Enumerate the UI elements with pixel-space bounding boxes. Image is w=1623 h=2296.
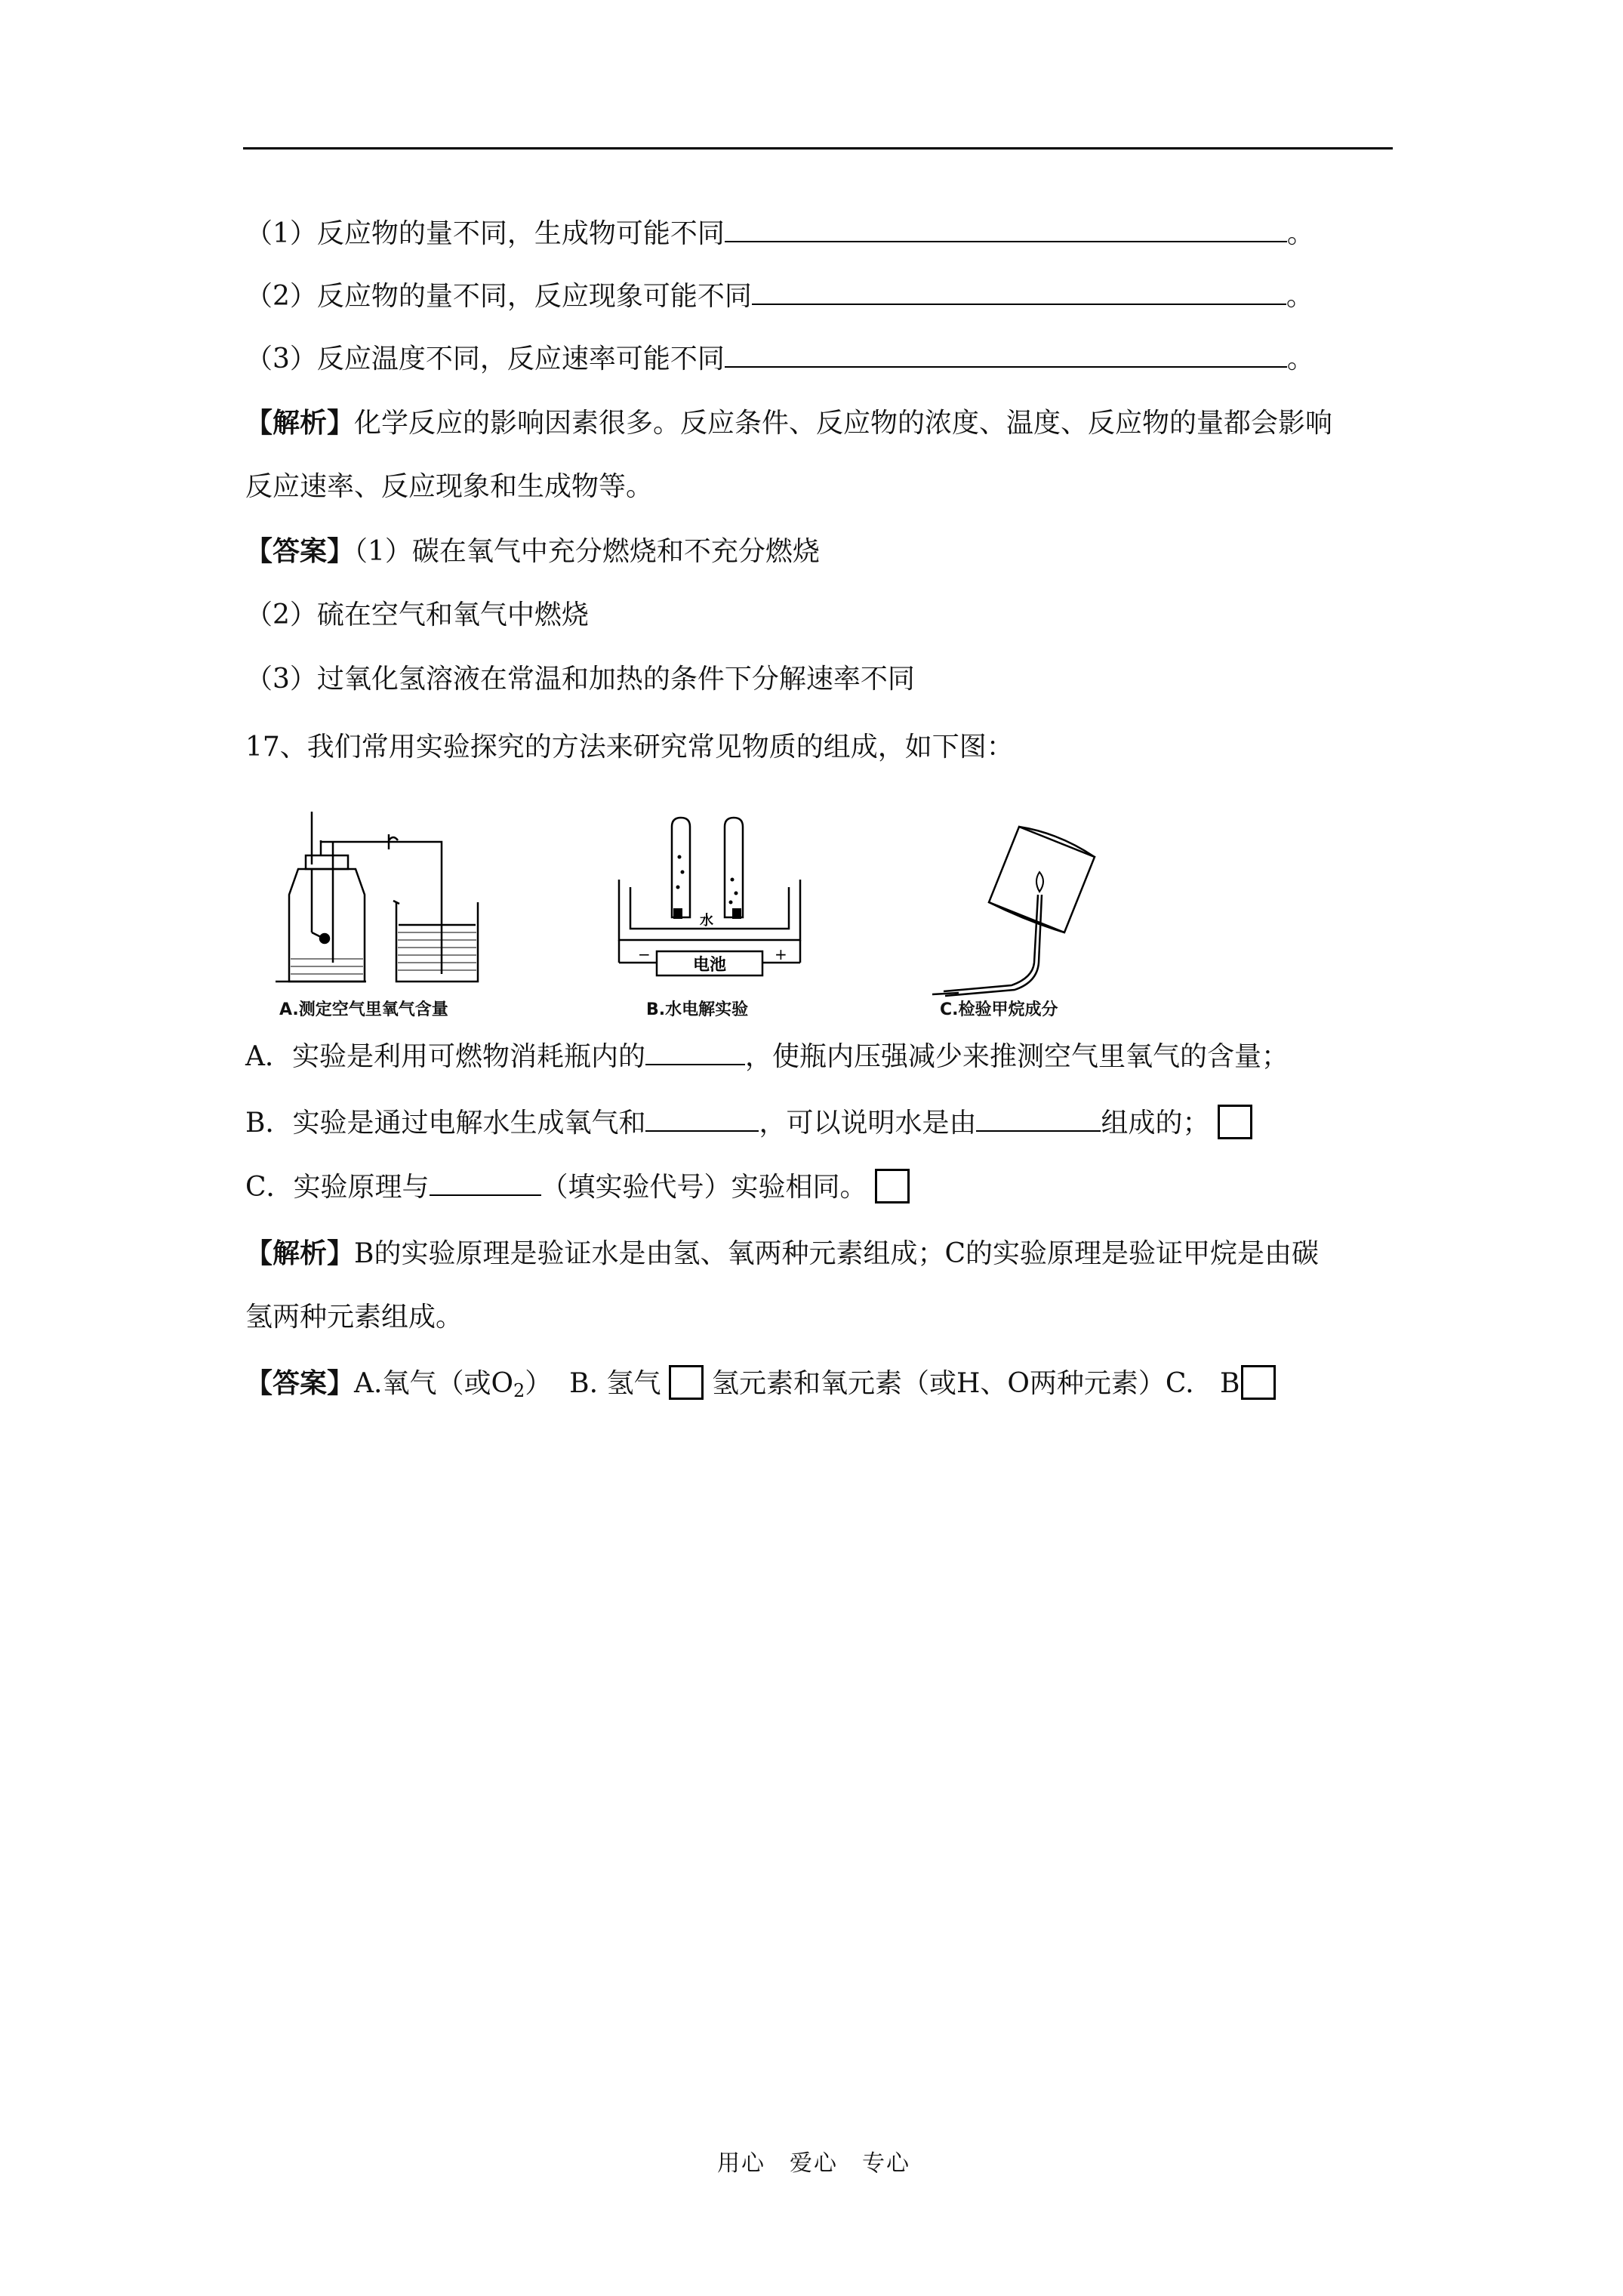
figure-c-caption: C.检验甲烷成分: [940, 1000, 1058, 1019]
missing-glyph-box: [1241, 1365, 1276, 1400]
figure-c-methane-test: [929, 812, 1125, 1000]
water-label: 水: [700, 913, 713, 929]
answer-blank[interactable]: [430, 1169, 541, 1196]
plus-sign: +: [775, 945, 787, 963]
answer-blank[interactable]: [725, 341, 1287, 368]
figure-a-air-oxygen-apparatus: [276, 812, 547, 985]
question-17-c: C．实验原理与 （填实验代号）实验相同。: [245, 1169, 910, 1207]
answer-blank[interactable]: [645, 1038, 745, 1065]
question-17-b: B．实验是通过电解水生成氧气和 ，可以说明水是由 组成的；: [245, 1105, 1252, 1142]
missing-glyph-box: [669, 1365, 704, 1400]
battery-label: 电池: [692, 956, 727, 975]
question-17-stem: 17、我们常用实验探究的方法来研究常见物质的组成，如下图：: [245, 732, 1014, 763]
analysis-17: 【解析】B的实验原理是验证水是由氢、氧两种元素组成；C的实验原理是验证甲烷是由碳: [245, 1237, 1320, 1269]
page-footer: 用心 爱心 专心: [717, 2150, 910, 2177]
question-16-2: （2）反应物的量不同，反应现象可能不同 。: [245, 278, 1313, 316]
answer-blank[interactable]: [725, 215, 1287, 242]
missing-glyph-box: [1218, 1105, 1252, 1139]
answer-blank[interactable]: [645, 1105, 759, 1132]
answer-17: 【答案】A.氧气（或$O_2$） B. 氢气 氢元素和氧元素（或H、O两种元素）C. B: [245, 1364, 1276, 1410]
answer-16: 【答案】（1）碳在氧气中充分燃烧和不充分燃烧: [245, 535, 820, 567]
answer-blank[interactable]: [752, 278, 1286, 305]
question-17-a: A．实验是利用可燃物消耗瓶内的 ，使瓶内压强减少来推测空气里氧气的含量；: [245, 1038, 1289, 1076]
figure-b-caption: B.水电解实验: [646, 1000, 749, 1019]
analysis-16-cont: 反应速率、反应现象和生成物等。: [245, 471, 654, 502]
question-16-3: （3）反应温度不同，反应速率可能不同 。: [245, 341, 1314, 378]
question-16-1: （1）反应物的量不同，生成物可能不同 。: [245, 215, 1314, 253]
minus-sign: −: [638, 945, 651, 963]
answer-16-2: （2）硫在空气和氧气中燃烧: [245, 599, 589, 630]
answer-16-3: （3）过氧化氢溶液在常温和加热的条件下分解速率不同: [245, 664, 915, 695]
missing-glyph-box: [875, 1169, 910, 1203]
analysis-17-cont: 氢两种元素组成。: [245, 1302, 463, 1333]
figure-b-water-electrolysis: [611, 812, 815, 993]
figure-a-caption: A.测定空气里氧气含量: [279, 1000, 448, 1019]
analysis-16: 【解析】化学反应的影响因素很多。反应条件、反应物的浓度、温度、反应物的量都会影响: [245, 407, 1333, 439]
header-rule: [243, 147, 1393, 149]
answer-blank[interactable]: [976, 1105, 1101, 1132]
